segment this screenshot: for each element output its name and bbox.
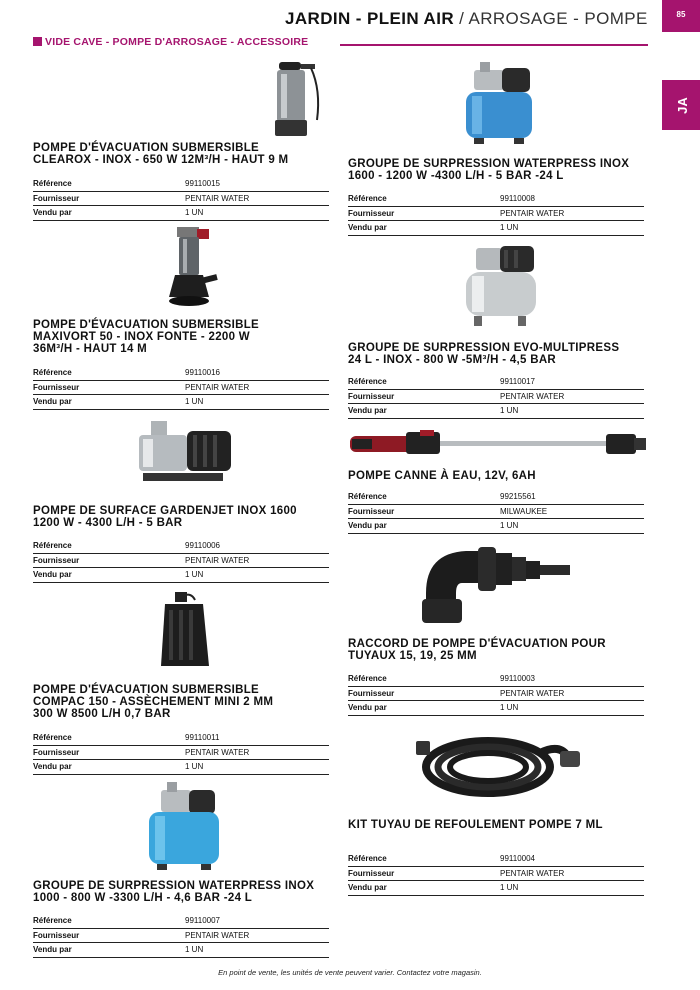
hose-kit-image	[410, 723, 586, 807]
spec-row-sold	[348, 519, 644, 534]
section-tab	[662, 80, 700, 130]
spec-row-ref	[348, 192, 644, 207]
spec-row-sold	[348, 881, 644, 896]
spec-value: 99110016	[185, 368, 220, 378]
spec-value: PENTAIR WATER	[500, 208, 565, 218]
water-transfer-pump-image	[348, 428, 648, 460]
spec-table	[348, 375, 644, 419]
product-card	[348, 543, 648, 718]
spec-value: PENTAIR WATER	[500, 688, 565, 698]
product-card	[33, 60, 333, 220]
product-title: GROUPE DE SURPRESSION WATERPRESS INOX 1000 - 800 W -3300 L/H - 4,6 BAR -24 L	[33, 880, 315, 904]
spec-row-supplier	[348, 867, 644, 882]
spec-value: 99110017	[500, 377, 535, 387]
product-title: GROUPE DE SURPRESSION WATERPRESS INOX 1600 - 1200 W -4300 L/H - 5 BAR -24 L	[348, 158, 630, 182]
spec-label: Référence	[348, 377, 387, 387]
pipe-fitting-image	[422, 543, 578, 629]
product-card	[348, 723, 648, 898]
product-card	[348, 244, 648, 419]
spec-value: 99110003	[500, 674, 535, 684]
spec-value: 99110011	[185, 733, 220, 743]
spec-table	[348, 192, 644, 236]
spec-label: Vendu par	[348, 223, 387, 233]
spec-value: PENTAIR WATER	[185, 555, 250, 565]
spec-label: Référence	[33, 733, 72, 743]
product-card	[348, 60, 648, 240]
product-title: POMPE DE SURFACE GARDENJET INOX 1600 1200 W - 4300 L/H - 5 BAR	[33, 505, 297, 529]
spec-label: Fournisseur	[348, 688, 395, 698]
spec-label: Vendu par	[33, 208, 72, 218]
spec-row-supplier	[33, 381, 329, 396]
spec-value: 1 UN	[500, 883, 519, 893]
booster-pump-image	[456, 244, 546, 332]
spec-row-supplier	[33, 192, 329, 207]
spec-value: MILWAUKEE	[500, 506, 548, 516]
spec-row-sold	[33, 943, 329, 958]
section-tab-label: JA	[674, 97, 690, 114]
spec-value: 99110006	[185, 541, 220, 551]
spec-row-sold	[33, 395, 329, 410]
spec-label: Référence	[348, 492, 387, 502]
page-title-main: JARDIN - PLEIN AIR	[285, 9, 455, 28]
spec-table	[33, 177, 329, 221]
page-number: 85	[662, 0, 700, 32]
spec-label: Référence	[348, 194, 387, 204]
spec-row-ref	[348, 852, 644, 867]
spec-value: 1 UN	[185, 397, 204, 407]
spec-table	[33, 914, 329, 958]
spec-value: 99110004	[500, 854, 535, 864]
submersible-pump-image	[271, 60, 323, 144]
spec-label: Fournisseur	[348, 506, 395, 516]
spec-label: Vendu par	[33, 945, 72, 955]
spec-row-ref	[348, 490, 644, 505]
spec-label: Référence	[33, 916, 72, 926]
spec-row-supplier	[348, 505, 644, 520]
spec-table	[348, 852, 644, 896]
spec-row-supplier	[33, 554, 329, 569]
spec-label: Vendu par	[348, 883, 387, 893]
spec-row-sold	[348, 221, 644, 236]
spec-value: 1 UN	[185, 945, 204, 955]
booster-pump-image	[458, 62, 540, 146]
spec-label: Fournisseur	[348, 391, 395, 401]
spec-row-supplier	[348, 207, 644, 222]
spec-row-ref	[33, 731, 329, 746]
spec-value: 1 UN	[185, 570, 204, 580]
spec-value: PENTAIR WATER	[185, 930, 250, 940]
page-title	[285, 9, 648, 29]
product-card	[33, 415, 333, 585]
surface-pump-image	[131, 417, 241, 489]
spec-value: 1 UN	[500, 406, 519, 416]
spec-table	[33, 731, 329, 775]
spec-label: Fournisseur	[33, 193, 80, 203]
spec-row-supplier	[348, 687, 644, 702]
spec-label: Référence	[348, 854, 387, 864]
spec-value: 1 UN	[185, 762, 204, 772]
spec-row-ref	[33, 177, 329, 192]
section-subheader	[33, 36, 343, 50]
page-title-sub: / ARROSAGE - POMPE	[454, 9, 648, 28]
spec-label: Fournisseur	[33, 747, 80, 757]
square-bullet-icon	[33, 37, 42, 46]
spec-label: Référence	[33, 179, 72, 189]
spec-row-ref	[348, 672, 644, 687]
product-card	[33, 225, 333, 410]
subheader-divider	[340, 44, 648, 46]
spec-label: Référence	[348, 674, 387, 684]
footer-note: En point de vente, les unités de vente peuvent varier. Contactez votre magasin.	[218, 968, 482, 977]
spec-value: 1 UN	[185, 208, 204, 218]
spec-label: Fournisseur	[348, 868, 395, 878]
product-title: POMPE CANNE À EAU, 12V, 6AH	[348, 470, 536, 482]
spec-table	[33, 366, 329, 410]
spec-value: 99110007	[185, 916, 220, 926]
spec-label: Vendu par	[33, 762, 72, 772]
product-card	[33, 588, 333, 778]
spec-label: Fournisseur	[33, 555, 80, 565]
spec-row-sold	[33, 568, 329, 583]
spec-value: 1 UN	[500, 703, 519, 713]
spec-label: Vendu par	[348, 406, 387, 416]
spec-label: Référence	[33, 368, 72, 378]
spec-value: 99215561	[500, 492, 536, 502]
spec-value: 1 UN	[500, 223, 519, 233]
spec-label: Vendu par	[348, 703, 387, 713]
product-title: RACCORD DE POMPE D'ÉVACUATION POUR TUYAUX 15, 19, 25 MM	[348, 638, 606, 662]
spec-label: Fournisseur	[348, 208, 395, 218]
spec-value: PENTAIR WATER	[500, 391, 565, 401]
spec-row-supplier	[33, 746, 329, 761]
spec-row-sold	[33, 206, 329, 221]
spec-row-ref	[33, 914, 329, 929]
spec-value: PENTAIR WATER	[185, 193, 250, 203]
spec-value: 99110015	[185, 179, 220, 189]
spec-label: Vendu par	[348, 521, 387, 531]
spec-table	[33, 539, 329, 583]
spec-label: Vendu par	[33, 397, 72, 407]
product-card	[348, 426, 648, 538]
spec-row-ref	[348, 375, 644, 390]
booster-pump-image	[141, 782, 227, 872]
spec-value: PENTAIR WATER	[185, 382, 250, 392]
spec-value: 99110008	[500, 194, 535, 204]
spec-row-supplier	[33, 929, 329, 944]
spec-row-ref	[33, 539, 329, 554]
product-title: KIT TUYAU DE REFOULEMENT POMPE 7 ML	[348, 819, 603, 831]
spec-row-supplier	[348, 390, 644, 405]
product-title: GROUPE DE SURPRESSION EVO-MULTIPRESS 24 L - INOX - 800 W -5M³/H - 4,5 BAR	[348, 342, 620, 366]
submersible-pump-image	[161, 225, 223, 309]
product-title: POMPE D'ÉVACUATION SUBMERSIBLE MAXIVORT 50 - INOX FONTE - 2200 W 36M³/H - HAUT 14 M	[33, 319, 259, 355]
product-card	[33, 782, 333, 962]
spec-value: PENTAIR WATER	[500, 868, 565, 878]
spec-value: PENTAIR WATER	[185, 747, 250, 757]
section-subheader-text: VIDE CAVE - POMPE D'ARROSAGE - ACCESSOIRE	[45, 36, 309, 48]
spec-table	[348, 490, 644, 534]
product-title: POMPE D'ÉVACUATION SUBMERSIBLE COMPAC 150 - ASSÈCHEMENT MINI 2 MM 300 W 8500 L/H 0,7 BAR	[33, 684, 274, 720]
spec-label: Référence	[33, 541, 72, 551]
spec-row-sold	[33, 760, 329, 775]
spec-table	[348, 672, 644, 716]
spec-label: Fournisseur	[33, 382, 80, 392]
spec-label: Fournisseur	[33, 930, 80, 940]
spec-row-ref	[33, 366, 329, 381]
spec-row-sold	[348, 701, 644, 716]
spec-value: 1 UN	[500, 521, 519, 531]
submersible-pump-image	[157, 588, 217, 672]
spec-row-sold	[348, 404, 644, 419]
product-title: POMPE D'ÉVACUATION SUBMERSIBLE CLEAROX - INOX - 650 W 12M³/H - HAUT 9 M	[33, 142, 289, 166]
spec-label: Vendu par	[33, 570, 72, 580]
